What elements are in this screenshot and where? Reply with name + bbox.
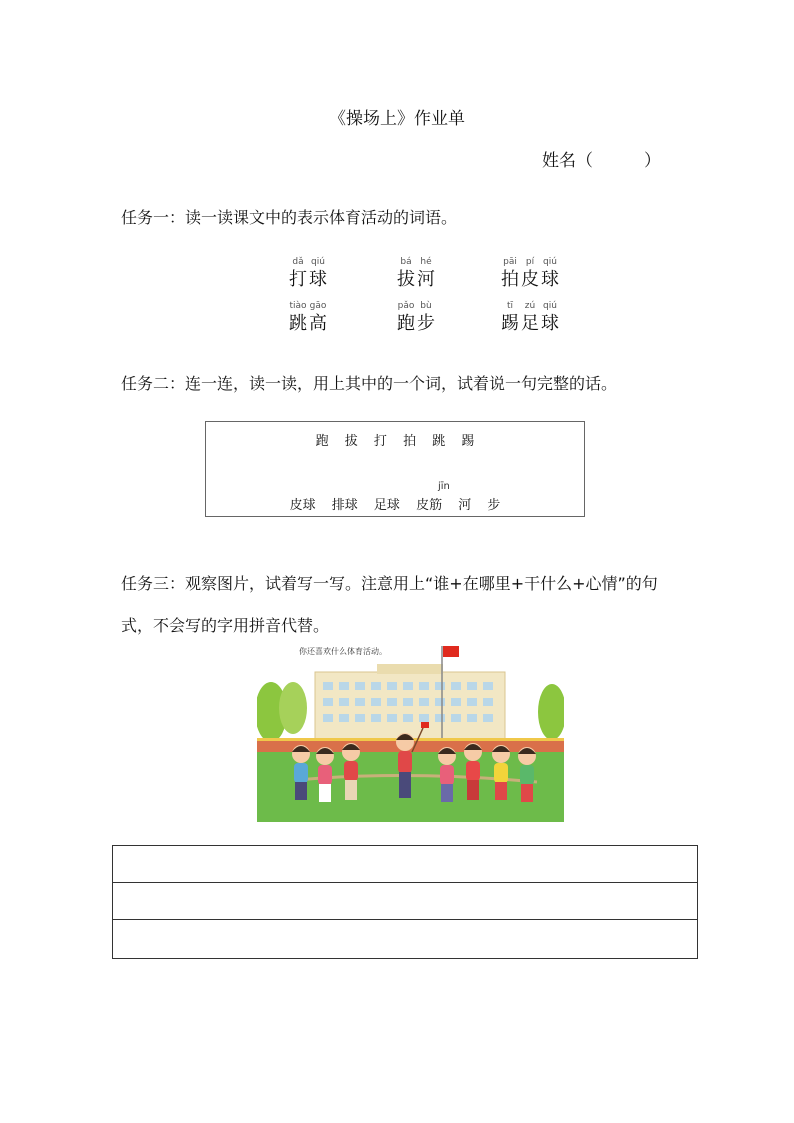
pinyin: qiú: [311, 257, 325, 267]
pinyin: hé: [420, 257, 432, 267]
answer-line-3[interactable]: [113, 920, 697, 957]
verb-item[interactable]: 跑: [315, 434, 329, 449]
answer-writing-box: [112, 845, 698, 959]
tree: [279, 682, 307, 734]
verb-item[interactable]: 打: [373, 434, 387, 449]
pinyin: dǎ: [292, 257, 304, 267]
pinyin: bù: [420, 301, 432, 311]
noun-item[interactable]: 皮球: [289, 498, 316, 513]
hanzi: 步: [417, 313, 435, 334]
vocabulary-word: [396, 256, 470, 300]
verb-item[interactable]: 拔: [344, 434, 358, 449]
picture-caption: 你还喜欢什么体育活动。: [299, 647, 387, 656]
verb-item[interactable]: 踢: [461, 434, 475, 449]
jin-pinyin: jīn: [438, 481, 450, 492]
noun-item[interactable]: 足球: [373, 498, 400, 513]
hanzi: 高: [309, 313, 327, 334]
illustration-svg: [257, 642, 564, 822]
pinyin: qiú: [543, 301, 557, 311]
pinyin: pí: [525, 257, 535, 267]
task2-label: 任务二：连一连，读一读，用上其中的一个词，试着说一句完整的话。: [121, 374, 618, 393]
vocabulary-row: [288, 300, 590, 344]
vocabulary-word: [288, 256, 366, 300]
windows: [323, 682, 493, 722]
hanzi: 踢: [501, 313, 519, 334]
pinyin: gāo: [309, 301, 327, 311]
hanzi: 打: [289, 269, 307, 290]
vocabulary-word: [288, 300, 366, 344]
matching-box: [205, 421, 585, 517]
page-title: 《操场上》作业单: [329, 109, 465, 129]
hanzi: 河: [417, 269, 435, 290]
name-field-label: 姓名（ ）: [542, 151, 661, 171]
hanzi: 球: [309, 269, 327, 290]
hanzi: 皮: [521, 269, 539, 290]
pinyin: bá: [400, 257, 412, 267]
task1-label: 任务一：读一读课文中的表示体育活动的词语。: [121, 208, 458, 227]
hanzi: 球: [541, 313, 559, 334]
noun-list: [206, 494, 584, 513]
verb-item[interactable]: 拍: [403, 434, 417, 449]
noun-item[interactable]: 河: [458, 498, 472, 513]
hanzi: 足: [521, 313, 539, 334]
vocabulary-word: [500, 300, 560, 344]
noun-item[interactable]: 步: [487, 498, 501, 513]
hanzi: 球: [541, 269, 559, 290]
verb-item[interactable]: 跳: [432, 434, 446, 449]
hanzi: 拍: [501, 269, 519, 290]
hanzi: 拔: [397, 269, 415, 290]
hanzi: 跑: [397, 313, 415, 334]
verb-list: [206, 430, 584, 449]
pinyin: zú: [524, 301, 536, 311]
noun-item[interactable]: 皮筋: [416, 498, 443, 513]
tug-of-war-illustration: [257, 642, 564, 822]
vocabulary-word: [500, 256, 560, 300]
pinyin: qiú: [543, 257, 557, 267]
noun-item[interactable]: 排球: [331, 498, 358, 513]
vocabulary-grid: [288, 256, 590, 344]
flag: [443, 646, 459, 657]
vocabulary-word: [396, 300, 470, 344]
answer-line-2[interactable]: [113, 883, 697, 920]
vocabulary-row: [288, 256, 590, 300]
task3-label: 任务三：观察图片，试着写一写。注意用上“谁+在哪里+干什么+心情”的句式，不会写的字用拼音代替。: [121, 574, 658, 635]
building-roof: [377, 664, 443, 674]
pinyin: tiào: [289, 301, 307, 311]
pinyin: tī: [506, 301, 514, 311]
pinyin: pǎo: [397, 301, 415, 311]
hanzi: 跳: [289, 313, 307, 334]
pinyin: pāi: [503, 257, 517, 267]
answer-line-1[interactable]: [113, 846, 697, 883]
